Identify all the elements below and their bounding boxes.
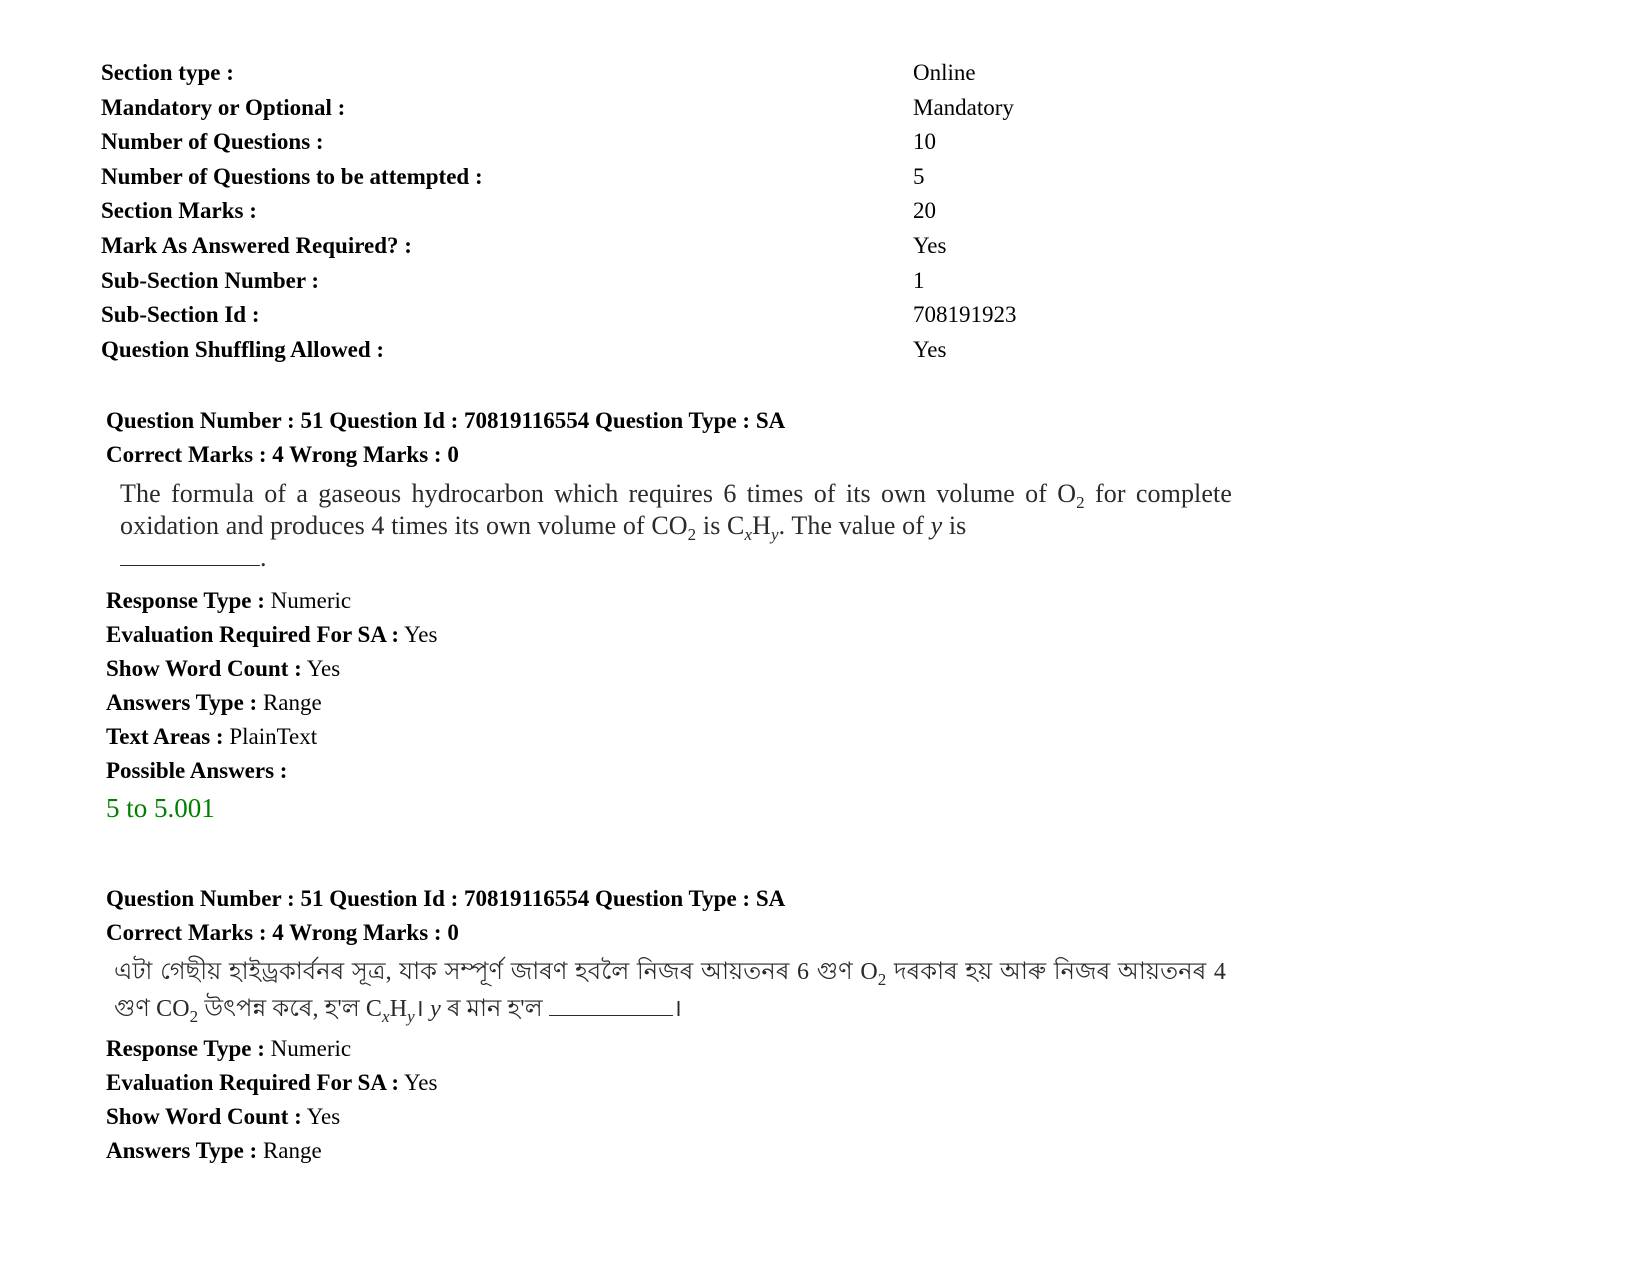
section-marks-value: 20 <box>913 198 936 224</box>
prop-label: Evaluation Required For SA : <box>106 1070 400 1095</box>
question-text-fragment: উৎপন্ন কৰে, হ'ল C <box>198 996 383 1022</box>
question-text-fragment: is <box>942 511 967 540</box>
prop-label: Answers Type : <box>106 1138 258 1163</box>
question-text-fragment: H <box>389 996 408 1022</box>
prop-label: Show Word Count : <box>106 656 302 681</box>
subscript: x <box>382 1006 390 1026</box>
sub-section-id-row <box>101 300 1201 335</box>
subscript: y <box>771 525 779 545</box>
prop-value: PlainText <box>229 724 318 749</box>
sub-section-number-label: Sub-Section Number : <box>101 267 320 293</box>
show-word-count-prop <box>106 1100 1256 1134</box>
mark-as-answered-value: Yes <box>913 232 947 258</box>
prop-label: Evaluation Required For SA : <box>106 622 400 647</box>
question-text <box>106 478 1232 578</box>
answer-blank <box>549 1014 673 1016</box>
show-word-count-prop <box>106 652 1256 686</box>
prop-value: Yes <box>404 622 438 647</box>
prop-value: Range <box>262 1138 322 1163</box>
prop-label: Response Type : <box>106 1036 265 1061</box>
questions-to-attempt-value: 5 <box>913 163 925 189</box>
subscript: 2 <box>1076 493 1085 513</box>
response-type-prop <box>106 584 1256 618</box>
question-text-fragment: The formula of a gaseous hydrocarbon which requires 6 times of its own volume of O <box>120 479 1077 508</box>
section-info-table <box>101 58 1201 369</box>
mark-as-answered-row <box>101 231 1201 266</box>
subscript: y <box>407 1006 415 1026</box>
question-text-fragment: . <box>260 543 267 572</box>
prop-value: Range <box>262 690 322 715</box>
question-marks: Correct Marks : 4 Wrong Marks : 0 <box>106 442 459 467</box>
question-block-english <box>106 404 1256 826</box>
prop-value: Yes <box>306 656 341 681</box>
questions-to-attempt-label: Number of Questions to be attempted : <box>101 163 483 189</box>
prop-label: Text Areas : <box>106 724 224 749</box>
question-text-fragment: এটা গেছীয় হাইড্ৰকাৰ্বনৰ সূত্ৰ, যাক সম্পূৰ্ণ জাৰণ হবলৈ নিজৰ আয়তনৰ 6 গুণ O <box>114 959 878 985</box>
sub-section-id-label: Sub-Section Id : <box>101 302 260 328</box>
question-header: Question Number : 51 Question Id : 70819116554 Question Type : SA <box>106 886 786 911</box>
section-marks-row <box>101 196 1201 231</box>
response-type-prop <box>106 1032 1256 1066</box>
question-text-fragment: । <box>414 996 431 1022</box>
section-type-label: Section type : <box>101 60 234 85</box>
mandatory-row <box>101 93 1201 128</box>
question-text-fragment: ৰ মান হ'ল <box>440 996 549 1022</box>
variable: y <box>930 511 943 540</box>
subscript: 2 <box>189 1006 199 1026</box>
question-shuffling-label: Question Shuffling Allowed : <box>101 336 385 362</box>
question-marks: Correct Marks : 4 Wrong Marks : 0 <box>106 920 459 945</box>
subscript: x <box>744 525 753 545</box>
answers-type-prop <box>106 1134 1256 1168</box>
questions-to-attempt-row <box>101 162 1201 197</box>
section-type-row <box>101 58 1201 93</box>
mandatory-label: Mandatory or Optional : <box>101 94 346 120</box>
question-shuffling-row <box>101 335 1201 370</box>
sub-section-number-value: 1 <box>913 267 925 293</box>
prop-label: Answers Type : <box>106 690 258 715</box>
question-text-fragment: . The value of <box>778 511 931 540</box>
evaluation-required-prop <box>106 618 1256 652</box>
mandatory-value: Mandatory <box>913 94 1014 120</box>
mark-as-answered-label: Mark As Answered Required? : <box>101 232 412 258</box>
question-header: Question Number : 51 Question Id : 70819116554 Question Type : SA <box>106 408 786 433</box>
number-of-questions-value: 10 <box>913 129 936 155</box>
sub-section-number-row <box>101 266 1201 301</box>
question-shuffling-value: Yes <box>913 336 947 362</box>
question-text-fragment: H <box>752 511 771 540</box>
prop-value: Numeric <box>270 588 352 613</box>
variable: y <box>430 996 441 1022</box>
section-marks-label: Section Marks : <box>101 198 257 224</box>
answers-type-prop <box>106 686 1256 720</box>
question-text-fragment: । <box>672 996 683 1022</box>
prop-label: Show Word Count : <box>106 1104 302 1129</box>
text-areas-prop <box>106 720 1256 754</box>
prop-value: Yes <box>306 1104 341 1129</box>
sub-section-id-value: 708191923 <box>913 302 1017 328</box>
possible-answers-prop <box>106 754 1256 788</box>
question-text-fragment: for complete oxidation and produces 4 times its own volume of CO <box>120 479 1232 540</box>
number-of-questions-row <box>101 127 1201 162</box>
subscript: 2 <box>687 525 697 545</box>
evaluation-required-prop <box>106 1066 1256 1100</box>
answer-blank <box>120 564 260 566</box>
question-text <box>106 954 1226 1028</box>
prop-label: Possible Answers : <box>106 758 288 783</box>
prop-label: Response Type : <box>106 588 265 613</box>
question-text-fragment: is C <box>696 511 745 540</box>
question-text-fragment: দৰকাৰ হয় আৰু নিজৰ আয়তনৰ 4 গুণ CO <box>114 959 1226 1022</box>
possible-answer-value: 5 to 5.001 <box>106 793 215 823</box>
prop-value: Numeric <box>270 1036 352 1061</box>
question-block-assamese <box>106 882 1256 1168</box>
subscript: 2 <box>877 969 887 989</box>
number-of-questions-label: Number of Questions : <box>101 129 324 155</box>
prop-value: Yes <box>404 1070 438 1095</box>
section-type-value: Online <box>913 60 976 85</box>
